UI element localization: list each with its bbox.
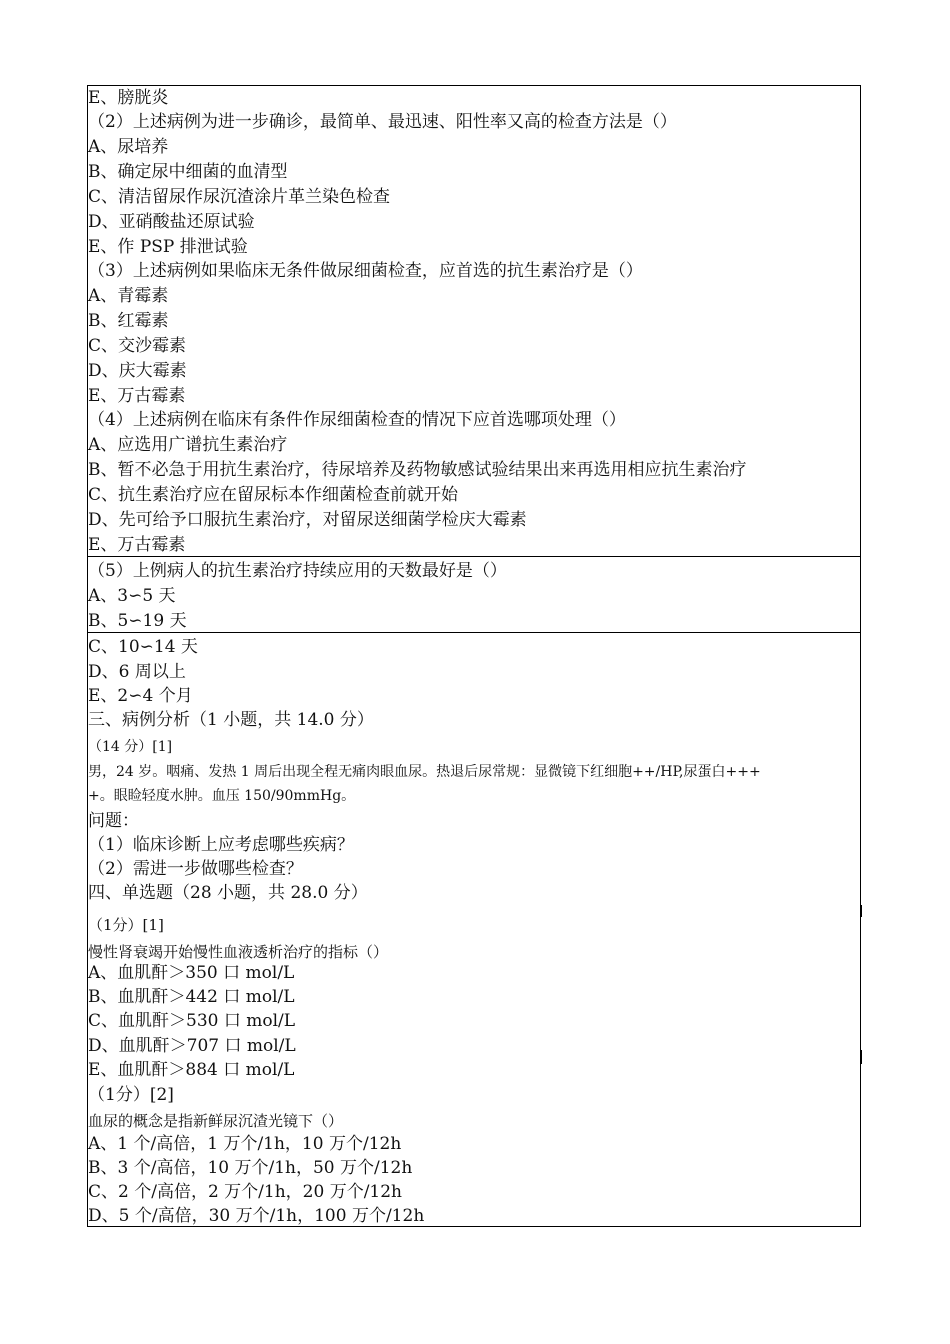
- question-stem: 血尿的概念是指新鲜尿沉渣光镜下（）: [88, 1112, 344, 1130]
- case-score-label: （14 分）[1]: [88, 739, 173, 755]
- question-2: （2）上述病例为进一步确诊，最简单、最迅速、阳性率又高的检查方法是（）: [88, 112, 677, 132]
- option-e: E、万古霉素: [88, 386, 186, 406]
- question-score-label: （1分）[2]: [88, 1085, 174, 1105]
- option-e: E、作 PSP 排泄试验: [88, 237, 248, 257]
- case-question-2: （2）需进一步做哪些检查？: [88, 859, 303, 879]
- row-divider-1: [88, 556, 860, 557]
- option-c: C、血肌酐＞530 口 mol/L: [88, 1011, 296, 1031]
- option-e: E、万古霉素: [88, 535, 186, 555]
- option-d: D、血肌酐＞707 口 mol/L: [88, 1036, 296, 1056]
- case-question-1: （1）临床诊断上应考虑哪些疾病？: [88, 835, 354, 855]
- question-3: （3）上述病例如果临床无条件做尿细菌检查，应首选的抗生素治疗是（）: [88, 261, 643, 281]
- option-a: A、青霉素: [88, 286, 169, 306]
- option-c: C、10∽14 天: [88, 637, 198, 657]
- question-4: （4）上述病例在临床有条件作尿细菌检查的情况下应首选哪项处理（）: [88, 410, 626, 430]
- option-c: C、交沙霉素: [88, 336, 187, 356]
- option-e: E、2∽4 个月: [88, 686, 193, 706]
- option-a: A、3∽5 天: [88, 586, 176, 606]
- row-divider-2: [88, 632, 860, 633]
- option-a: A、尿培养: [88, 137, 169, 157]
- questions-label: 问题：: [88, 811, 139, 831]
- option-a: A、血肌酐＞350 口 mol/L: [88, 963, 295, 983]
- option-b: B、5∽19 天: [88, 611, 187, 631]
- option-a: A、1 个/高倍，1 万个/1h，10 万个/12h: [88, 1134, 402, 1154]
- option-a: A、应选用广谱抗生素治疗: [88, 435, 288, 455]
- option-b: B、3 个/高倍，10 万个/1h，50 万个/12h: [88, 1158, 413, 1178]
- option-e: E、血肌酐＞884 口 mol/L: [88, 1060, 295, 1080]
- margin-mark: [861, 1050, 862, 1064]
- option-c: C、2 个/高倍，2 万个/1h，20 万个/12h: [88, 1182, 403, 1202]
- option-c: C、抗生素治疗应在留尿标本作细菌检查前就开始: [88, 485, 459, 505]
- option-b: B、确定尿中细菌的血清型: [88, 162, 288, 182]
- margin-mark: [861, 905, 862, 917]
- case-description: 男，24 岁。咽痛、发热 1 周后出现全程无痛肉眼血尿。热退后尿常规：显微镜下红细胞++/HP,尿蛋白+++: [88, 764, 761, 780]
- option-b: B、暂不必急于用抗生素治疗，待尿培养及药物敏感试验结果出来再选用相应抗生素治疗: [88, 460, 747, 480]
- option-d: D、庆大霉素: [88, 361, 187, 381]
- question-score-label: （1分）[1]: [88, 916, 164, 934]
- option-c: C、清洁留尿作尿沉渣涂片革兰染色检查: [88, 187, 391, 207]
- option-d: D、6 周以上: [88, 662, 186, 682]
- option-e-cystitis: E、膀胱炎: [88, 88, 169, 108]
- section-heading-case-analysis: 三、病例分析（1 小题，共 14.0 分）: [88, 710, 374, 730]
- case-description-cont: +。眼睑轻度水肿。血压 150/90mmHg。: [88, 788, 356, 804]
- question-5: （5）上例病人的抗生素治疗持续应用的天数最好是（）: [88, 561, 507, 581]
- option-d: D、5 个/高倍，30 万个/1h，100 万个/12h: [88, 1206, 425, 1226]
- option-b: B、红霉素: [88, 311, 169, 331]
- option-d: D、亚硝酸盐还原试验: [88, 212, 255, 232]
- section-heading-single-choice: 四、单选题（28 小题，共 28.0 分）: [88, 883, 368, 903]
- option-d: D、先可给予口服抗生素治疗，对留尿送细菌学检庆大霉素: [88, 510, 527, 530]
- option-b: B、血肌酐＞442 口 mol/L: [88, 987, 295, 1007]
- question-stem: 慢性肾衰竭开始慢性血液透析治疗的指标（）: [88, 943, 389, 961]
